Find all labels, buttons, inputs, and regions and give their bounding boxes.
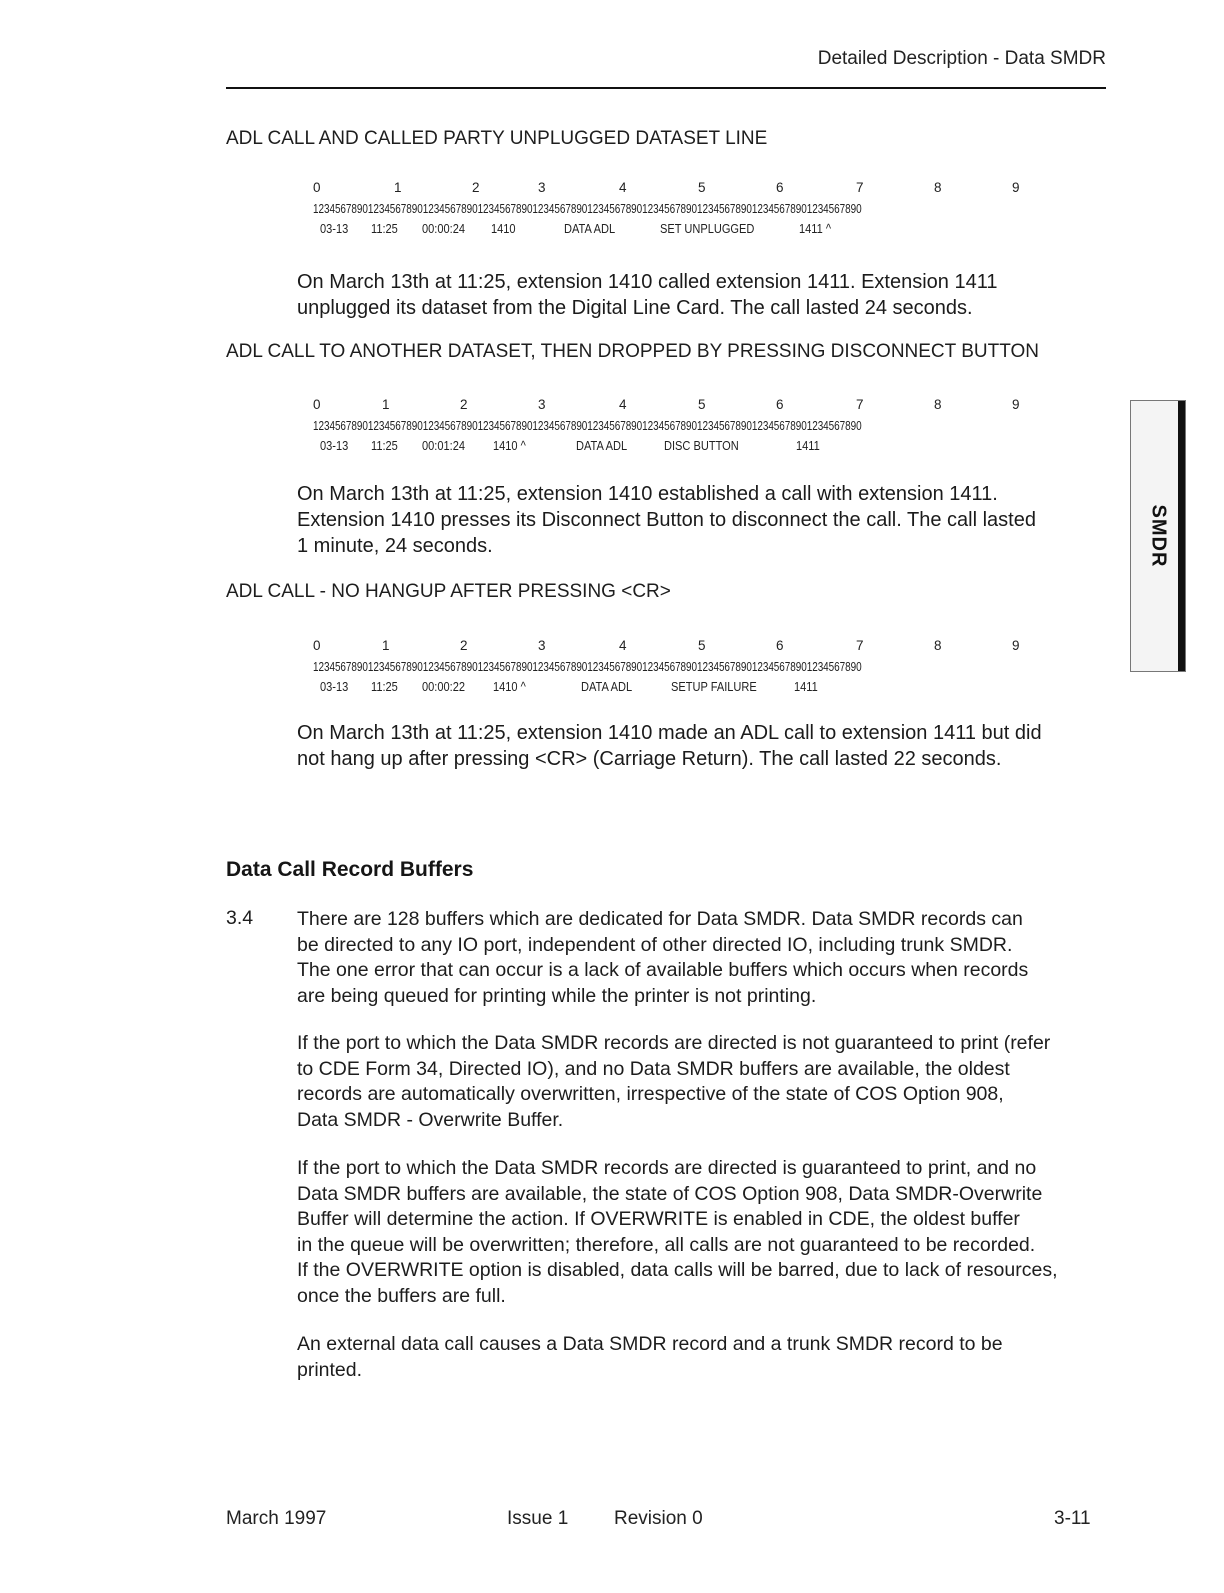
- ruler-digit: 9: [1012, 180, 1020, 195]
- smdr-record-line: [313, 221, 1033, 237]
- paragraph-line: be directed to any IO port, independent of other directed IO, including trunk SMDR.: [297, 933, 1013, 956]
- description-line: 1 minute, 24 seconds.: [297, 535, 493, 557]
- ruler-digit: 2: [472, 180, 480, 195]
- buffers-paragraph-2: [297, 1031, 1117, 1133]
- paragraph-line: An external data call causes a Data SMDR record and a trunk SMDR record to be: [297, 1333, 1003, 1355]
- side-tab-label: SMDR: [1147, 504, 1170, 568]
- description-line: On March 13th at 11:25, extension 1410 called extension 1411. Extension 1411: [297, 271, 998, 293]
- section-heading-disconnect: ADL CALL TO ANOTHER DATASET, THEN DROPPED BY PRESSING DISCONNECT BUTTON: [226, 341, 1039, 362]
- ruler-digit: 8: [934, 180, 942, 195]
- record-type: DATA ADL: [581, 679, 633, 694]
- description-line: On March 13th at 11:25, extension 1410 made an ADL call to extension 1411 but did: [297, 722, 1042, 744]
- description-line: On March 13th at 11:25, extension 1410 established a call with extension 1411.: [297, 483, 998, 505]
- ruler-digit: 1: [382, 638, 390, 653]
- buffers-section-title: Data Call Record Buffers: [226, 858, 474, 881]
- record-reason: SET UNPLUGGED: [660, 221, 755, 236]
- paragraph-line: If the port to which the Data SMDR records are directed is not guaranteed to print (refer: [297, 1032, 1051, 1054]
- ruler-digit: 6: [776, 638, 784, 653]
- record-duration: 00:00:22: [422, 679, 466, 694]
- record-time: 11:25: [371, 438, 398, 453]
- footer-page-number: 3-11: [1054, 1508, 1091, 1529]
- ruler-digit: 3: [538, 180, 546, 195]
- smdr-section-tab: [1130, 400, 1186, 672]
- ruler-digit: 7: [856, 397, 864, 412]
- ruler-digit: 2: [460, 397, 468, 412]
- paragraph-line: are being queued for printing while the printer is not printing.: [297, 984, 817, 1007]
- column-ruler-2: [313, 397, 1033, 457]
- record-date: 03-13: [320, 438, 349, 453]
- smdr-record-line: [313, 679, 1033, 695]
- buffers-paragraph-1: [297, 907, 1117, 1009]
- record-extension: 1410 ^: [493, 679, 526, 694]
- record-date: 03-13: [320, 679, 349, 694]
- record-extension: 1410 ^: [493, 438, 526, 453]
- record-duration: 00:00:24: [422, 221, 466, 236]
- ruler-digit: 2: [460, 638, 468, 653]
- ruler-digit: 1: [394, 180, 402, 195]
- paragraph-line: to CDE Form 34, Directed IO), and no Data SMDR buffers are available, the oldest: [297, 1057, 1010, 1080]
- section-description-1: [297, 269, 1097, 321]
- ruler-digit: 5: [698, 180, 706, 195]
- record-destination: 1411 ^: [799, 221, 832, 236]
- description-line: not hang up after pressing <CR> (Carriage Return). The call lasted 22 seconds.: [297, 748, 1002, 770]
- footer-date: March 1997: [226, 1508, 327, 1529]
- paragraph-line: If the port to which the Data SMDR records are directed is guaranteed to print, and no: [297, 1157, 1037, 1179]
- record-time: 11:25: [371, 221, 398, 236]
- column-ruler-3: [313, 638, 1033, 698]
- record-destination: 1411: [794, 679, 818, 694]
- buffers-paragraph-3: [297, 1156, 1117, 1310]
- record-destination: 1411: [796, 438, 820, 453]
- tab-edge: [1178, 401, 1185, 671]
- page-header-title: Detailed Description - Data SMDR: [817, 48, 1106, 69]
- footer-revision: Revision 0: [614, 1508, 703, 1529]
- ruler-digit: 0: [313, 180, 321, 195]
- ruler-digit: 8: [934, 397, 942, 412]
- section-heading-no-hangup: ADL CALL - NO HANGUP AFTER PRESSING <CR>: [226, 581, 671, 602]
- ruler-number-line: 1234567890123456789012345678901234567890123456789012345678901234567890123456789012345678901234567890: [313, 202, 862, 216]
- paragraph-line: in the queue will be overwritten; therefore, all calls are not guaranteed to be recorded.: [297, 1233, 1036, 1256]
- paragraph-line: Data SMDR buffers are available, the state of COS Option 908, Data SMDR-Overwrite: [297, 1182, 1043, 1205]
- paragraph-line: records are automatically overwritten, irrespective of the state of COS Option 908,: [297, 1083, 1004, 1106]
- paragraph-line: Data SMDR - Overwrite Buffer.: [297, 1108, 564, 1131]
- record-reason: SETUP FAILURE: [671, 679, 757, 694]
- header-divider: [226, 87, 1106, 89]
- description-line: unplugged its dataset from the Digital Line Card. The call lasted 24 seconds.: [297, 297, 973, 319]
- ruler-digit: 7: [856, 180, 864, 195]
- ruler-digit: 4: [619, 180, 627, 195]
- ruler-digit: 3: [538, 638, 546, 653]
- record-type: DATA ADL: [564, 221, 616, 236]
- record-type: DATA ADL: [576, 438, 628, 453]
- paragraph-number: 3.4: [226, 907, 254, 929]
- buffers-paragraph-4: [297, 1332, 1117, 1383]
- ruler-digit: 4: [619, 638, 627, 653]
- ruler-digit: 7: [856, 638, 864, 653]
- ruler-digit: 5: [698, 638, 706, 653]
- ruler-number-line: 1234567890123456789012345678901234567890123456789012345678901234567890123456789012345678901234567890: [313, 419, 862, 433]
- column-ruler-1: [313, 180, 1033, 240]
- paragraph-line: Buffer will determine the action. If OVERWRITE is enabled in CDE, the oldest buffer: [297, 1208, 1020, 1231]
- ruler-digit: 1: [382, 397, 390, 412]
- section-heading-unplugged: ADL CALL AND CALLED PARTY UNPLUGGED DATASET LINE: [226, 128, 768, 149]
- record-date: 03-13: [320, 221, 349, 236]
- paragraph-line: If the OVERWRITE option is disabled, data calls will be barred, due to lack of resources,: [297, 1259, 1058, 1282]
- paragraph-line: There are 128 buffers which are dedicated for Data SMDR. Data SMDR records can: [297, 908, 1023, 930]
- ruler-number-line: 1234567890123456789012345678901234567890123456789012345678901234567890123456789012345678901234567890: [313, 660, 862, 674]
- ruler-digit: 3: [538, 397, 546, 412]
- smdr-record-line: [313, 438, 1033, 454]
- ruler-digit: 9: [1012, 397, 1020, 412]
- ruler-digit: 9: [1012, 638, 1020, 653]
- ruler-digit: 0: [313, 397, 321, 412]
- record-reason: DISC BUTTON: [664, 438, 739, 453]
- record-extension: 1410: [491, 221, 516, 236]
- ruler-digit: 4: [619, 397, 627, 412]
- description-line: Extension 1410 presses its Disconnect Button to disconnect the call. The call lasted: [297, 509, 1036, 531]
- record-duration: 00:01:24: [422, 438, 466, 453]
- footer-issue: Issue 1: [507, 1508, 569, 1529]
- section-description-3: [297, 720, 1117, 772]
- paragraph-line: The one error that can occur is a lack of available buffers which occurs when records: [297, 959, 1029, 982]
- record-time: 11:25: [371, 679, 398, 694]
- ruler-digit: 6: [776, 180, 784, 195]
- section-description-2: [297, 481, 1117, 559]
- ruler-digit: 6: [776, 397, 784, 412]
- paragraph-line: once the buffers are full.: [297, 1284, 506, 1307]
- paragraph-line: printed.: [297, 1358, 363, 1381]
- ruler-digit: 8: [934, 638, 942, 653]
- ruler-digit: 5: [698, 397, 706, 412]
- ruler-digit: 0: [313, 638, 321, 653]
